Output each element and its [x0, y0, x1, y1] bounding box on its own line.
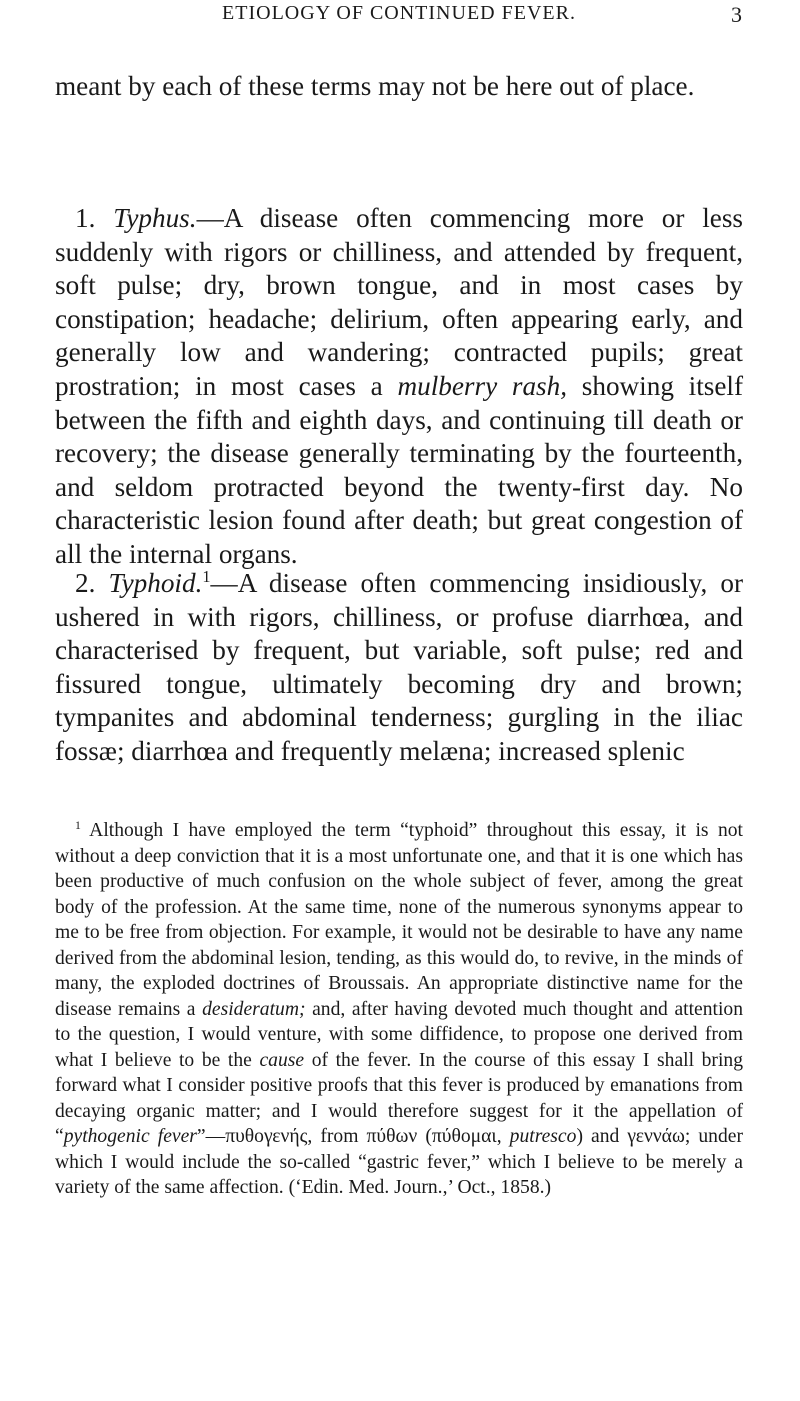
footnote-cause: cause [259, 1049, 305, 1071]
typhoid-text: —A disease often commencing insidiously, or ushered in with rigors, chilliness, or profuse diarrhœa, and characterised by frequent, but variable, soft pulse; red and fissured tongue, ultimately becoming dry and brown; tympanites and abdominal tenderness; gurgling in the iliac fossæ; diarrhœa and frequently melæna; increased splenic [55, 568, 744, 766]
typhus-text-2: showing itself between the fifth and eighth days, and continuing till death or recovery; the disease generally terminating by the fourteenth, and seldom protracted beyond the twenty-first day. No characteristic lesion found after death; but great congestion of all the internal organs. [55, 370, 744, 569]
intro-text: meant by each of these terms may not be here out of place. [55, 71, 695, 101]
footnote-pythogenic: pythogenic fever [63, 1126, 197, 1147]
footnote [55, 818, 743, 1201]
typhoid-number: 2. [75, 568, 96, 598]
typhoid-footnote-mark: 1 [202, 567, 211, 587]
page-header [55, 0, 743, 36]
page-number: 3 [731, 2, 743, 27]
footnote-desideratum: desideratum; [202, 998, 306, 1020]
footnote-text-4: ”—πυθογενής, from πύθων (πύθομαι, [196, 1126, 510, 1147]
intro-paragraph [55, 70, 743, 104]
running-title: ETIOLOGY OF CONTINUED FEVER. [222, 2, 576, 24]
footnote-text-3: of the fever. In the course of this essay I shall bring forward what I consider positive proofs that this fever is produced by emanations from decaying organic matter; and I would therefore suggest for it the appellation of “ [55, 1049, 743, 1147]
footnote-mark: 1 [75, 818, 81, 832]
footnote-putresco: putresco [509, 1126, 577, 1147]
typhus-number: 1. [75, 203, 96, 233]
footnote-text-5: ) and γεννάω; under which I would include the so-called “gastric fever,” which I believe to be merely a variety of the same affection. (‘Edin. Med. Journ.,’ Oct., 1858.) [55, 1126, 743, 1198]
typhoid-term: Typhoid. [108, 568, 203, 598]
footnote-text-1: Although I have employed the term “typhoid” throughout this essay, it is not without a deep conviction that it is a most unfortunate one, and that it is one which has been productive of much confusion on the whole subject of fever, among the great body of the profession. At the same time, none of the numerous synonyms appear to me to be free from objection. For example, it would not be desirable to have any name derived from the abdominal lesion, tending, as this would do, to revive, in the minds of many, the exploded doctrines of Broussais. An appropriate distinctive name for the disease remains a [55, 820, 743, 1020]
typhus-rash: mulberry rash, [397, 370, 568, 401]
typhus-term: Typhus. [113, 203, 197, 233]
typhoid-paragraph [55, 567, 743, 769]
typhus-text-1: —A disease often commencing more or less suddenly with rigors or chilliness, and attended by frequent, soft pulse; dry, brown tongue, and in most cases by constipation; headache; delirium, often appearing early, and generally low and wandering; contracted pupils; great prostration; in most cases a [55, 203, 743, 401]
footnote-text-2: and, after having devoted much thought and attention to the question, I would venture, with some diffidence, to propose one derived from what I believe to be the [55, 998, 743, 1071]
typhus-paragraph [55, 202, 743, 572]
